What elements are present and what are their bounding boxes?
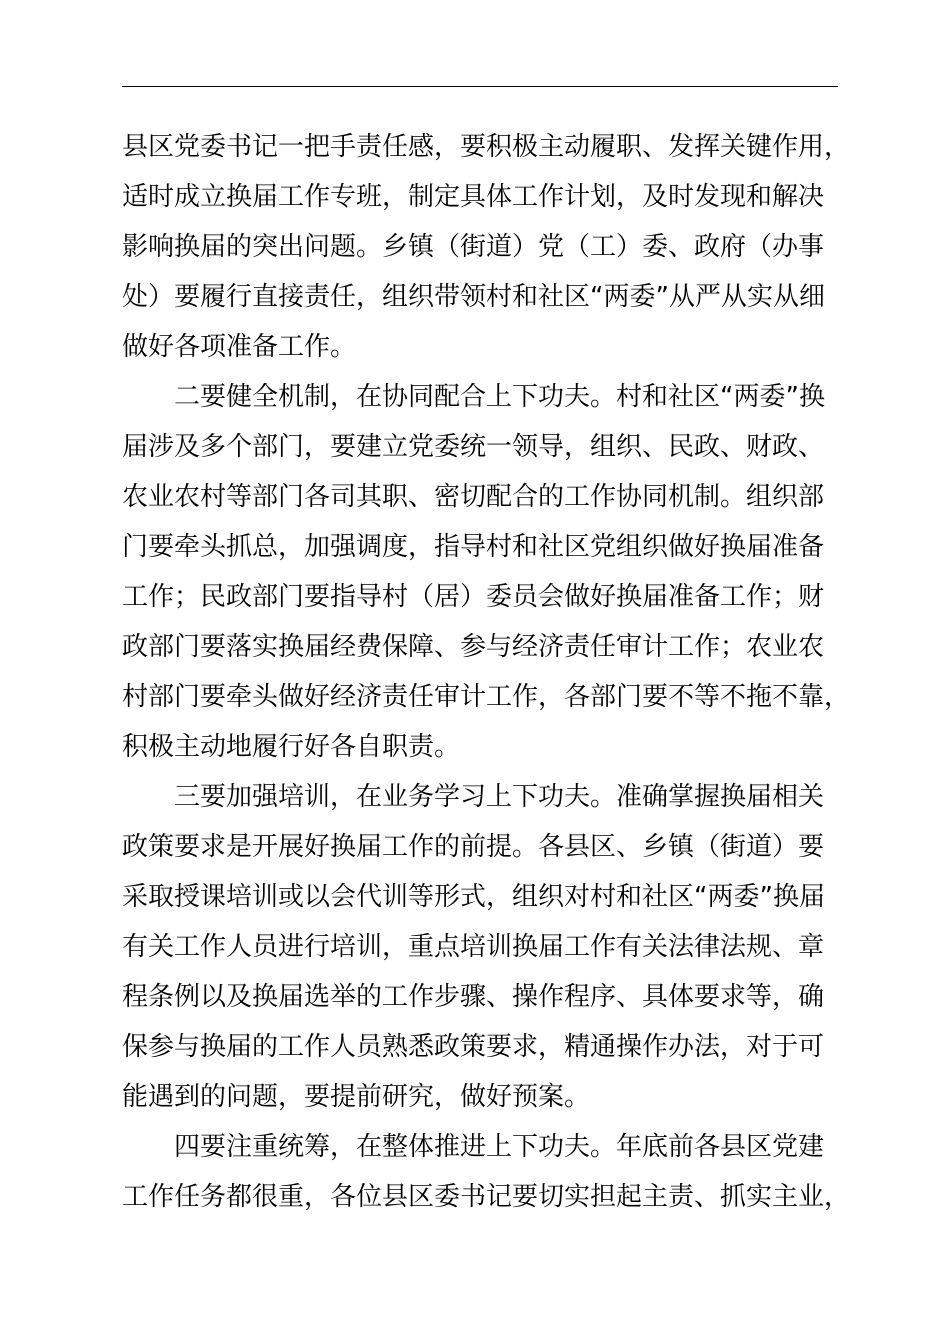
document-body [122, 122, 862, 1222]
text-line: 积极主动地履行好各自职责。 [122, 732, 461, 762]
text-line: 政策要求是开展好换届工作的前提。各县区、乡镇（街道）要 [122, 832, 825, 862]
paragraph-first-line: 四要注重统筹，在整体推进上下功夫。年底前各县区党建 [174, 1132, 825, 1162]
text-line: 影响换届的突出问题。乡镇（街道）党（工）委、政府（办事 [122, 232, 825, 262]
text-line: 门要牵头抓总，加强调度，指导村和社区党组织做好换届准备 [122, 532, 825, 562]
text-line: 程条例以及换届选举的工作步骤、操作程序、具体要求等，确 [122, 982, 825, 1012]
text-line: 处）要履行直接责任，组织带领村和社区“两委”从严从实从细 [122, 282, 825, 312]
text-line: 政部门要落实换届经费保障、参与经济责任审计工作；农业农 [122, 632, 825, 662]
header-rule [122, 86, 838, 87]
text-line: 农业农村等部门各司其职、密切配合的工作协同机制。组织部 [122, 482, 825, 512]
text-line: 县区党委书记一把手责任感，要积极主动履职、发挥关键作用， [122, 132, 851, 162]
text-line: 有关工作人员进行培训，重点培训换届工作有关法律法规、章 [122, 932, 825, 962]
text-line: 工作任务都很重，各位县区委书记要切实担起主责、抓实主业， [122, 1182, 851, 1212]
text-line: 能遇到的问题，要提前研究，做好预案。 [122, 1082, 591, 1112]
text-line: 保参与换届的工作人员熟悉政策要求，精通操作办法，对于可 [122, 1032, 825, 1062]
text-line: 做好各项准备工作。 [122, 332, 357, 362]
text-line: 适时成立换届工作专班，制定具体工作计划，及时发现和解决 [122, 182, 825, 212]
paragraph-first-line: 三要加强培训，在业务学习上下功夫。准确掌握换届相关 [174, 782, 825, 812]
text-line: 村部门要牵头做好经济责任审计工作，各部门要不等不拖不靠， [122, 682, 851, 712]
paragraph-first-line: 二要健全机制，在协同配合上下功夫。村和社区“两委”换 [174, 382, 825, 412]
text-line: 工作；民政部门要指导村（居）委员会做好换届准备工作；财 [122, 582, 825, 612]
text-line: 采取授课培训或以会代训等形式，组织对村和社区“两委”换届 [122, 882, 825, 912]
text-line: 届涉及多个部门，要建立党委统一领导，组织、民政、财政、 [122, 432, 825, 462]
